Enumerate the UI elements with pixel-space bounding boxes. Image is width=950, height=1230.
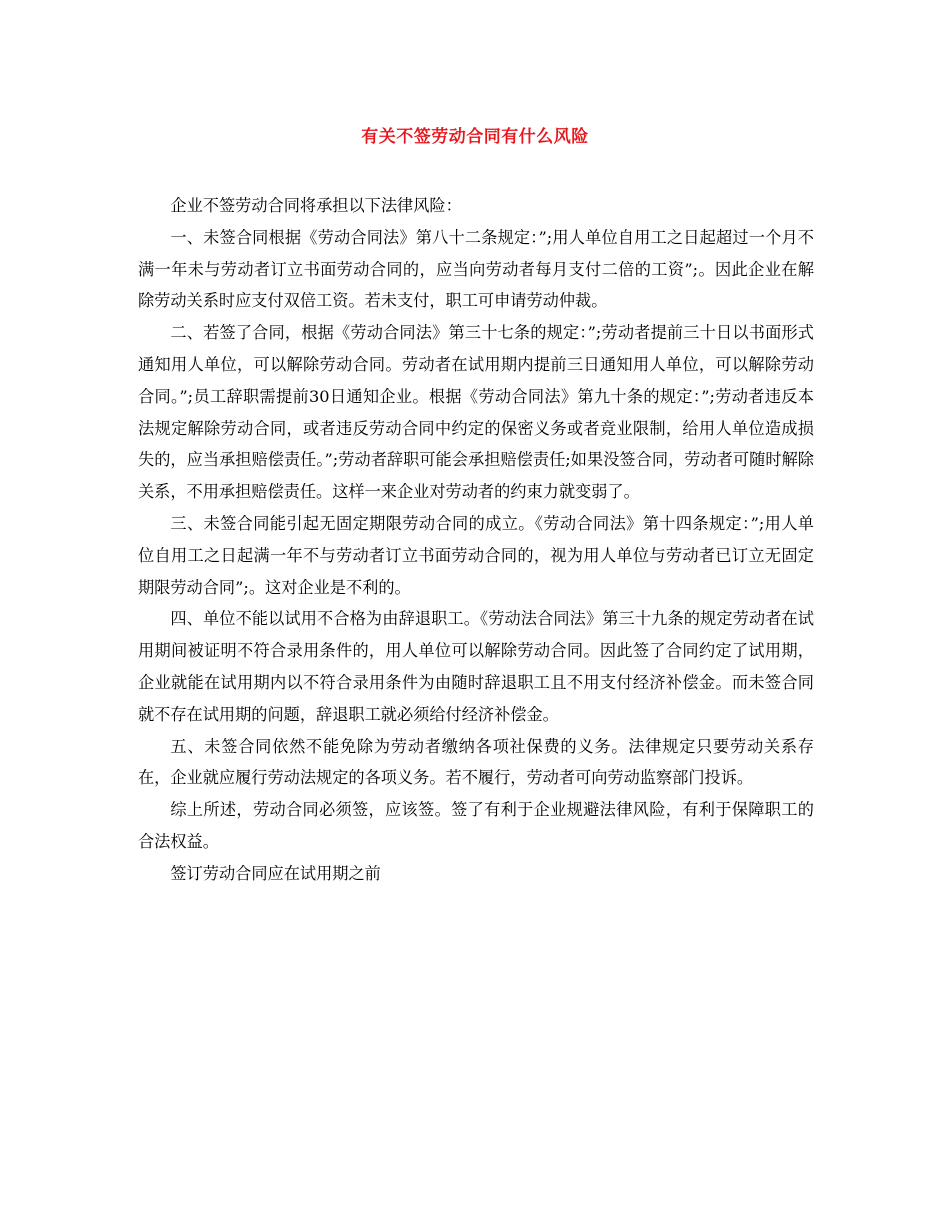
paragraph-risk-2: 二、若签了合同，根据《劳动合同法》第三十七条的规定：”;劳动者提前三十日以书面形式通知用人单位，可以解除劳动合同。劳动者在试用期内提前三日通知用人单位，可以解除劳动合同。”;员工辞职需提前30日通知企业。根据《劳动合同法》第九十条的规定：”;劳动者违反本法规定解除劳动合同，或者违反劳动合同中约定的保密义务或者竞业限制，给用人单位造成损失的，应当承担赔偿责任。”;劳动者辞职可能会承担赔偿责任;如果没签合同，劳动者可随时解除关系，不用承担赔偿责任。这样一来企业对劳动者的约束力就变弱了。 — [138, 323, 814, 502]
paragraph-intro: 企业不签劳动合同将承担以下法律风险： — [170, 196, 462, 215]
paragraph-risk-4: 四、单位不能以试用不合格为由辞退职工。《劳动法合同法》第三十九条的规定劳动者在试用期间被证明不符合录用条件的，用人单位可以解除劳动合同。因此签了合同约定了试用期，企业就能在试用期内以不符合录用条件为由随时辞退职工且不用支付经济补偿金。而未签合同就不存在试用期的问题，辞退职工就必须给付经济补偿金。 — [138, 609, 814, 724]
paragraph-risk-5: 五、未签合同依然不能免除为劳动者缴纳各项社保费的义务。法律规定只要劳动关系存在，企业就应履行劳动法规定的各项义务。若不履行，劳动者可向劳动监察部门投诉。 — [138, 736, 814, 788]
page-title: 有关不签劳动合同有什么风险 — [361, 127, 589, 147]
document-body — [138, 190, 814, 890]
paragraph-subheading: 签订劳动合同应在试用期之前 — [170, 863, 381, 883]
paragraph-risk-1: 一、未签合同根据《劳动合同法》第八十二条规定：”;用人单位自用工之日起超过一个月不满一年未与劳动者订立书面劳动合同的，应当向劳动者每月支付二倍的工资”;。因此企业在解除劳动关系时应支付双倍工资。若未支付，职工可申请劳动仲裁。 — [138, 227, 814, 311]
paragraph-risk-3: 三、未签合同能引起无固定期限劳动合同的成立。《劳动合同法》第十四条规定：”;用人单位自用工之日起满一年不与劳动者订立书面劳动合同的，视为用人单位与劳动者已订立无固定期限劳动合同”;。这对企业是不利的。 — [138, 513, 814, 597]
paragraph-summary: 综上所述，劳动合同必须签，应该签。签了有利于企业规避法律风险，有利于保障职工的合法权益。 — [138, 800, 814, 851]
